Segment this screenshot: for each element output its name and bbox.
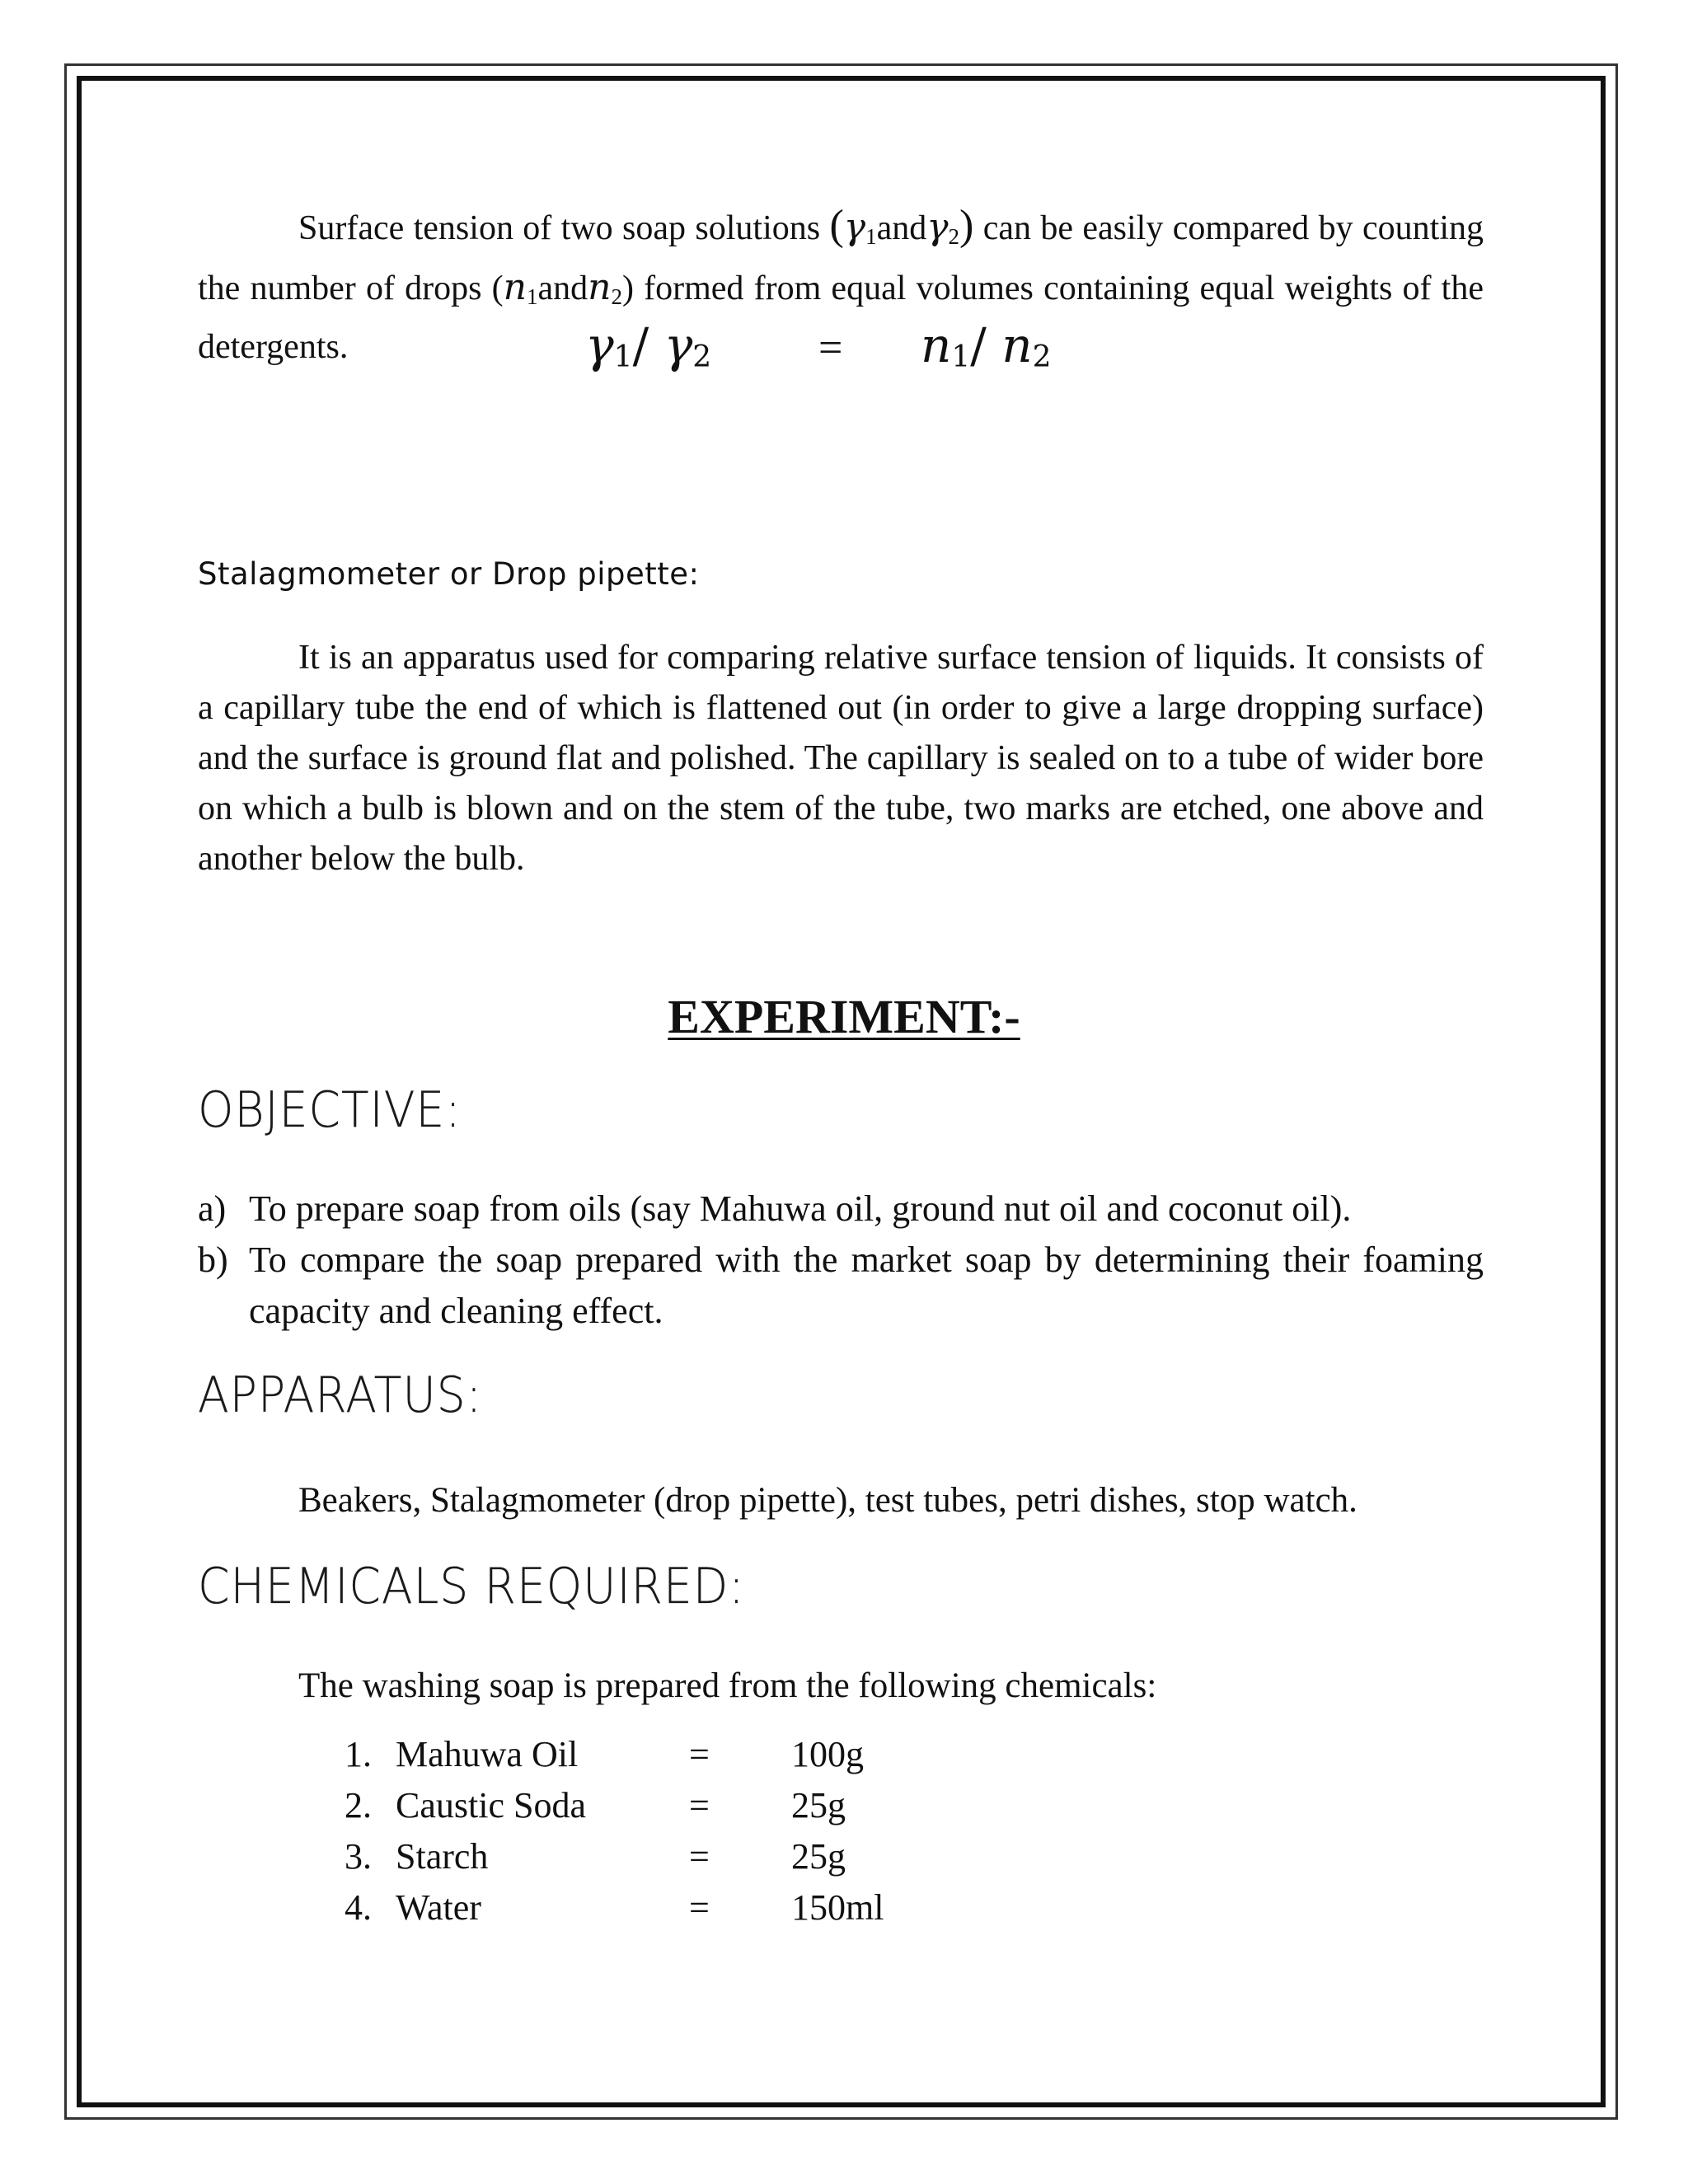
formula-lhs <box>585 317 711 374</box>
row-number: 4. <box>345 1887 372 1928</box>
chemicals-intro: The washing soap is prepared from the following chemicals: <box>298 1666 1157 1705</box>
subscript: 2 <box>1032 340 1052 374</box>
subscript: 2 <box>611 284 622 309</box>
chemical-quantity: 150ml <box>791 1887 884 1928</box>
slash: / <box>970 317 1002 373</box>
list-item <box>198 1183 1484 1235</box>
n-symbol: n <box>1001 317 1033 373</box>
paren-open: ( <box>829 202 844 249</box>
chemicals-table <box>345 1729 921 1933</box>
chemical-name: Caustic Soda <box>396 1785 586 1825</box>
formula-rhs <box>921 317 1052 374</box>
chemical-quantity: 25g <box>791 1836 846 1877</box>
objective-heading: OBJECTIVE: <box>198 1081 462 1139</box>
chemicals-intro-block <box>198 1661 1484 1711</box>
chemical-name: Mahuwa Oil <box>396 1734 579 1774</box>
stalagmometer-heading: Stalagmometer or Drop pipette: <box>198 556 700 592</box>
list-marker: a) <box>198 1188 227 1229</box>
n-symbol: n <box>503 266 527 308</box>
list-marker: b) <box>198 1240 228 1280</box>
gamma-symbol: γ <box>663 317 693 373</box>
equals-sign: = <box>689 1836 710 1877</box>
list-item-text: To compare the soap prepared with the market soap by determining their foaming capacity and cleaning effect. <box>249 1240 1484 1331</box>
apparatus-body: Beakers, Stalagmometer (drop pipette), test tubes, petri dishes, stop watch. <box>298 1481 1357 1520</box>
intro-text-part: Surface tension of two soap solutions <box>298 209 830 247</box>
equals-sign: = <box>689 1887 710 1928</box>
objective-section <box>198 1081 1484 1139</box>
row-number: 3. <box>345 1836 372 1877</box>
experiment-title: EXPERIMENT:- <box>668 990 1020 1043</box>
table-row <box>345 1882 921 1933</box>
objective-list <box>198 1183 1484 1337</box>
chemicals-section <box>198 1558 1484 1615</box>
apparatus-body-block <box>198 1475 1484 1526</box>
table-row <box>345 1831 921 1882</box>
gamma-symbol: γ <box>843 206 866 248</box>
and-word: and <box>537 269 588 307</box>
chemical-quantity: 25g <box>791 1785 846 1825</box>
row-number: 1. <box>345 1734 372 1774</box>
n-symbol: n <box>588 266 612 308</box>
table-row <box>345 1729 921 1780</box>
subscript: 2 <box>692 340 712 374</box>
stalagmometer-body: It is an apparatus used for comparing relative surface tension of liquids. It consists of a capillary tube the end of which is flattened out (in order to give a large dropping surface) and the surface is ground flat and polished. The capillary is sealed on to a tube of wider bore on which a bulb is blown and on the stem of the tube, two marks are etched, one above and another below the bulb. <box>198 639 1484 878</box>
table-row <box>345 1780 921 1831</box>
gamma-symbol: γ <box>585 317 614 373</box>
intro-text-part: can be easily compared by counting the number of drops ( <box>198 209 1484 307</box>
intro-text-part: ) formed from equal volumes containing equal weights of the detergents. <box>198 269 1484 366</box>
equals-sign: = <box>689 1785 710 1825</box>
list-item-text: To prepare soap from oils (say Mahuwa oil, ground nut oil and coconut oil). <box>249 1188 1352 1229</box>
apparatus-section <box>198 1366 1484 1424</box>
subscript: 1 <box>526 284 538 309</box>
slash: / <box>632 317 664 373</box>
chemical-quantity: 100g <box>791 1734 864 1774</box>
apparatus-heading: APPARATUS: <box>198 1366 483 1424</box>
paren-close: ) <box>959 202 974 249</box>
chemicals-heading: CHEMICALS REQUIRED: <box>198 1558 745 1615</box>
subscript: 1 <box>613 340 633 374</box>
stalagmometer-body-block <box>198 633 1484 884</box>
surface-tension-formula <box>0 317 1688 408</box>
equals-sign: = <box>689 1734 710 1774</box>
stalagmometer-section <box>198 556 1484 592</box>
chemical-name: Starch <box>396 1836 489 1877</box>
n-symbol: n <box>921 317 952 373</box>
gamma-symbol: γ <box>926 206 949 248</box>
subscript: 1 <box>951 340 971 374</box>
chemical-name: Water <box>396 1887 481 1928</box>
and-word: and <box>876 209 927 247</box>
subscript: 1 <box>865 224 877 249</box>
list-item <box>198 1235 1484 1337</box>
row-number: 2. <box>345 1785 372 1825</box>
subscript: 2 <box>948 224 960 249</box>
formula-equals: = <box>818 325 843 372</box>
